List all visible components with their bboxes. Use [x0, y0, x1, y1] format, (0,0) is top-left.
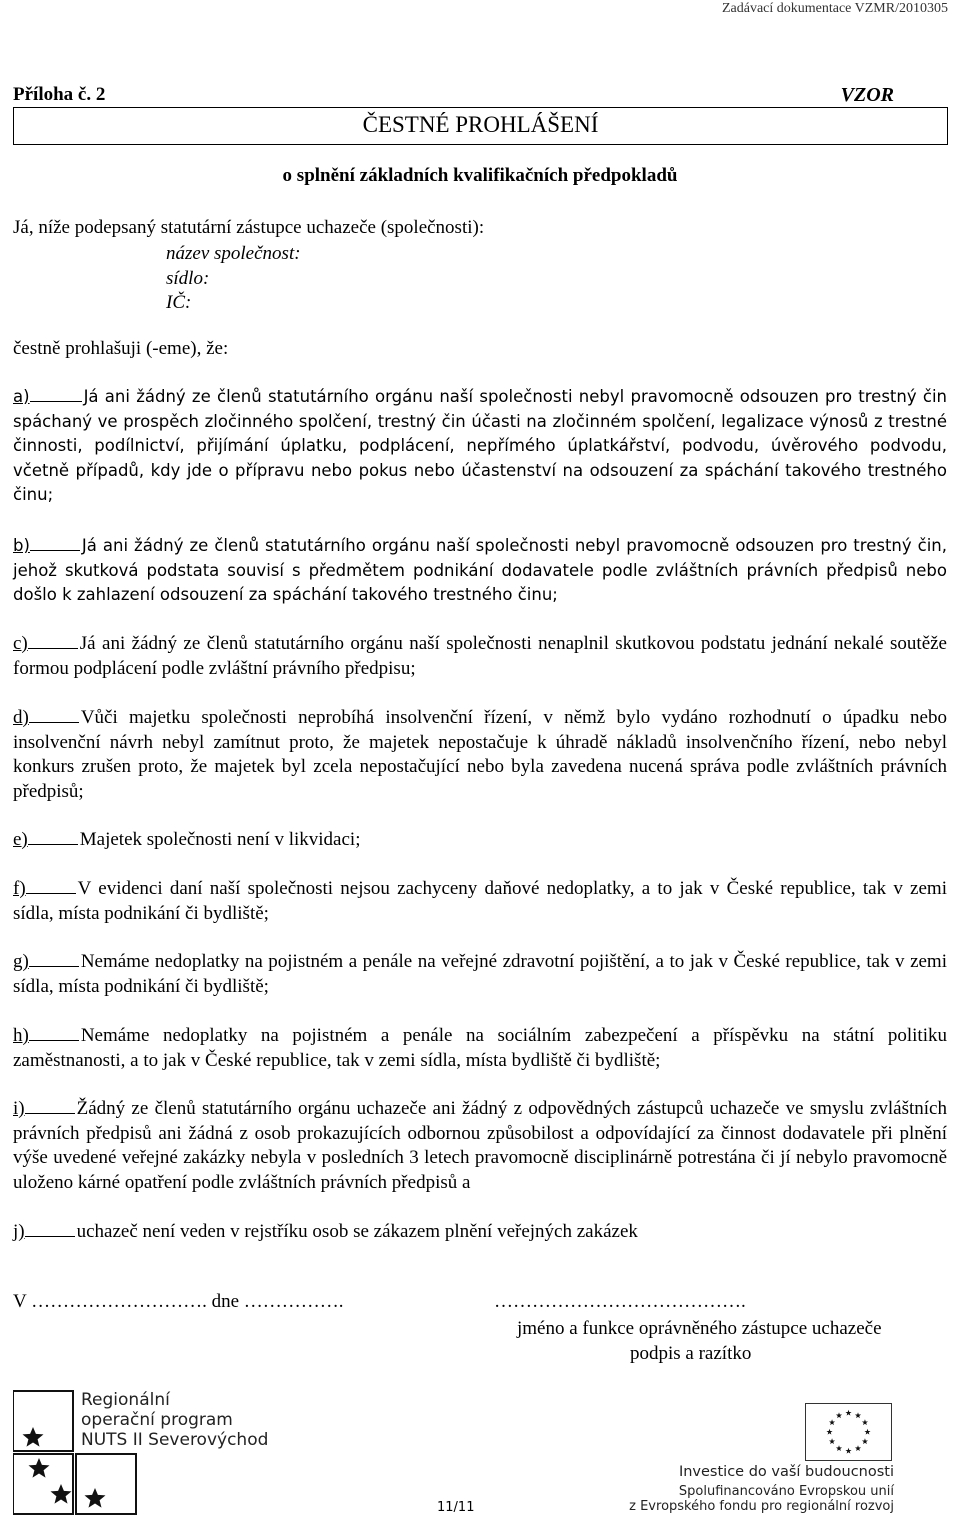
declaration-item-c: [13, 632, 947, 681]
item-text: V evidenci daní naší společnosti nejsou zachyceny daňové nedoplatky, a to jak v České republice, tak v zemi sídla, místa podnikání či bydliště;: [13, 878, 947, 924]
item-label: f): [13, 878, 26, 899]
blank-line: [30, 536, 80, 551]
eu-fund-line: z Evropského fondu pro regionální rozvoj: [629, 1499, 894, 1514]
rop-line-1: Regionální: [81, 1390, 170, 1410]
title-box: [13, 107, 948, 145]
declaration-item-h: [13, 1024, 947, 1073]
eu-slogan: Investice do vaší budoucnosti: [678, 1464, 894, 1480]
item-label: g): [13, 951, 29, 972]
blank-line: [29, 952, 79, 967]
seat-field: sídlo:: [166, 268, 210, 289]
blank-line: [30, 387, 82, 402]
item-text: Já ani žádný ze členů statutárního orgánu naší společnosti nebyl pravomocně odsouzen pro trestný čin spáchaný ve prospěch zločinného spolčení, trestný čin účasti na zločinném spolčení, legalizace výnosů z trestné činnosti, podílnictví, přijímání úplatku, podplácení, nepřímého úplatkářství, podvodu, úvěrového podvodu, včetně případů, kdy jde o přípravu nebo pokus nebo účastenství na odsouzení za spáchání takového trestného činu;: [13, 387, 947, 504]
item-text: Vůči majetku společnosti neprobíhá insolvenční řízení, v němž bylo vydáno rozhodnutí o úpadku nebo insolvenční návrh nebyl zamítnut proto, že majetek nepostačuje k úhradě nákladů insolvenčního řízení, nebo nebyl konkurs zrušen proto, že majetek byl zcela nepostačující nebo byla zavedena nucená správa podle zvláštních právních předpisů;: [13, 707, 947, 802]
rop-line-3: NUTS II Severovýchod: [81, 1430, 269, 1450]
item-text: Nemáme nedoplatky na pojistném a penále na sociálním zabezpečení a příspěvku na státní politiku zaměstnanosti, a to jak v České republice, tak v zemi sídla, místa bydliště či bydliště;: [13, 1025, 947, 1071]
page-number: 11/11: [437, 1500, 475, 1515]
declaration-item-e: [13, 828, 947, 853]
declaration-text: čestně prohlašuji (-eme), že:: [13, 338, 229, 359]
item-label: h): [13, 1025, 29, 1046]
ic-field: IČ:: [166, 292, 192, 313]
company-name-field: název společnost:: [166, 243, 301, 264]
document-reference: Zadávací dokumentace VZMR/2010305: [721, 1, 948, 16]
declaration-item-f: [13, 877, 947, 926]
signature-role-caption: jméno a funkce oprávněného zástupce uchazeče: [517, 1318, 882, 1339]
annex-label: Příloha č. 2: [13, 84, 106, 105]
place-date-line: V ………………………. dne …………….: [13, 1291, 344, 1312]
rop-line-2: operační program: [81, 1410, 233, 1430]
item-label: a): [13, 387, 30, 406]
signature-stamp-caption: podpis a razítko: [630, 1343, 752, 1364]
rop-logo: [13, 1390, 273, 1515]
eu-flag-icon: [805, 1403, 892, 1461]
declaration-item-i: [13, 1097, 947, 1195]
item-text: Já ani žádný ze členů statutárního orgánu naší společnosti nebyl pravomocně odsouzen pro trestný čin, jehož skutková podstata souvisí s předmětem podnikání dodavatele podle zvláštních právních předpisů nebo došlo k zahlazení odsouzení za spáchání takového trestného činu;: [13, 536, 947, 604]
blank-line: [26, 879, 76, 894]
declaration-item-j: [13, 1220, 947, 1245]
document-subtitle: o splnění základních kvalifikačních předpokladů: [282, 165, 678, 186]
item-text: Já ani žádný ze členů statutárního orgánu naší společnosti nenaplnil skutkovou podstatu jednání nekalé soutěže formou podplácení podle zvláštní právního předpisu;: [13, 633, 947, 679]
item-label: j): [13, 1221, 25, 1242]
declaration-item-a: [13, 385, 947, 508]
item-label: d): [13, 707, 29, 728]
blank-line: [29, 708, 79, 723]
intro-text: Já, níže podepsaný statutární zástupce uchazeče (společnosti):: [13, 217, 485, 238]
blank-line: [25, 1099, 75, 1114]
document-title: ČESTNÉ PROHLÁŠENÍ: [362, 112, 599, 137]
blank-line: [29, 1026, 79, 1041]
item-text: Majetek společnosti není v likvidaci;: [79, 829, 361, 850]
item-label: e): [13, 829, 28, 850]
blank-line: [28, 830, 78, 845]
item-text: Žádný ze členů statutárního orgánu uchazeče ani žádný z odpovědných zástupců uchazeče ve smyslu zvláštních právních předpisů ani žádná z osob prokazujících odbornou způsobilost a odpovídající za činnost dodavatele při plnění výše uvedené veřejné zakázky nebyla v posledních 3 letech pravomocně disciplinárně potrestána či jí nebylo pravomocně uloženo kárné opatření podle zvláštních právních předpisů a: [13, 1098, 947, 1193]
declaration-item-d: [13, 706, 947, 804]
item-label: c): [13, 633, 28, 654]
template-label: VZOR: [840, 84, 894, 106]
blank-line: [28, 634, 78, 649]
eu-cofinanced-line: Spolufinancováno Evropskou unií: [678, 1484, 894, 1499]
item-text: uchazeč není veden v rejstříku osob se zákazem plnění veřejných zakázek: [76, 1221, 638, 1242]
item-text: Nemáme nedoplatky na pojistném a penále na veřejné zdravotní pojištění, a to jak v České republice, tak v zemi sídla, místa podnikání či bydliště;: [13, 951, 947, 997]
declaration-item-g: [13, 950, 947, 999]
item-label: i): [13, 1098, 25, 1119]
item-label: b): [13, 536, 30, 555]
blank-line: [25, 1222, 75, 1237]
declaration-item-b: [13, 534, 947, 608]
signature-dots: ………………………………….: [494, 1291, 746, 1312]
